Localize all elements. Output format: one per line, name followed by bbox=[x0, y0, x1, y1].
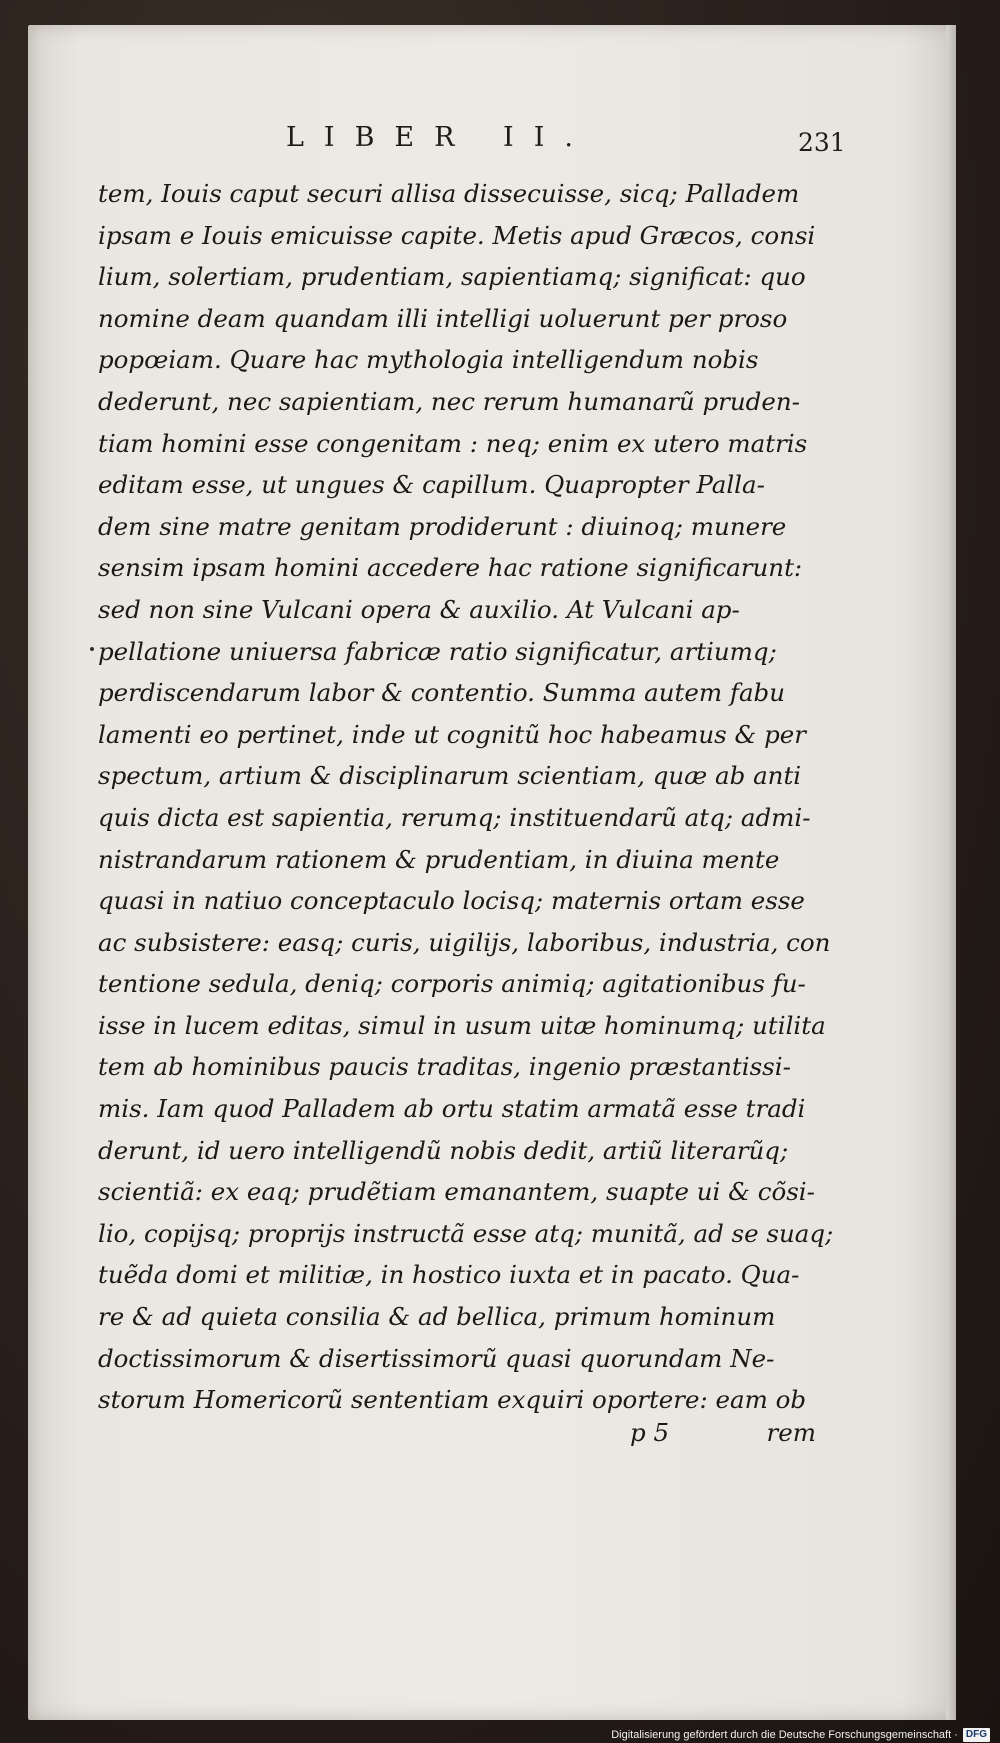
signature-mark: p 5 bbox=[630, 1418, 670, 1447]
catchword: rem bbox=[766, 1418, 816, 1447]
text-line: tentione sedula, deniq; corporis animiq; agitationibus fu- bbox=[98, 969, 806, 999]
text-line: re & ad quieta consilia & ad bellica, primum hominum bbox=[98, 1302, 776, 1332]
text-line: nistrandarum rationem & prudentiam, in diuina mente bbox=[98, 844, 780, 874]
text-line: sensim ipsam homini accedere hac ratione significarunt: bbox=[98, 553, 803, 583]
text-line: ipsam e Iouis emicuisse capite. Metis apud Græcos, consi bbox=[98, 220, 816, 250]
text-line: quis dicta est sapientia, rerumq; instituendarũ atq; admi- bbox=[98, 802, 811, 832]
text-line: lio, copijsq; proprijs instructã esse atq; munitã, ad se suaq; bbox=[98, 1218, 834, 1248]
body-text bbox=[98, 173, 834, 1421]
running-head: LIBER II. bbox=[286, 122, 593, 153]
text-line: nomine deam quandam illi intelligi uoluerunt per proso bbox=[98, 303, 788, 333]
text-line: lium, solertiam, prudentiam, sapientiamq; significat: quo bbox=[98, 262, 806, 292]
text-line: tuẽda domi et militiæ, in hostico iuxta et in pacato. Qua- bbox=[98, 1260, 800, 1290]
text-line: tem ab hominibus paucis traditas, ingenio præstantissi- bbox=[98, 1052, 791, 1082]
page-number: 231 bbox=[798, 128, 846, 157]
text-line: popœiam. Quare hac mythologia intelligendum nobis bbox=[98, 345, 759, 375]
text-line: pellatione uniuersa fabricæ ratio significatur, artiumq; bbox=[98, 636, 777, 666]
text-line: spectum, artium & disciplinarum scientiam, quæ ab anti bbox=[98, 761, 802, 791]
text-line: lamenti eo pertinet, inde ut cognitũ hoc habeamus & per bbox=[98, 719, 806, 749]
text-line: perdiscendarum labor & contentio. Summa autem fabu bbox=[98, 678, 786, 708]
book-page bbox=[28, 25, 956, 1720]
text-line: mis. Iam quod Palladem ab ortu statim armatã esse tradi bbox=[98, 1094, 806, 1124]
text-line: quasi in natiuo conceptaculo locisq; maternis ortam esse bbox=[98, 886, 805, 916]
text-line: sed non sine Vulcani opera & auxilio. At Vulcani ap- bbox=[98, 594, 740, 624]
text-line: tem, Iouis caput securi allisa dissecuisse, sicq; Palladem bbox=[98, 179, 800, 208]
text-line: tiam homini esse congenitam : neq; enim ex utero matris bbox=[98, 428, 808, 458]
text-line: dem sine matre genitam prodiderunt : diuinoq; munere bbox=[98, 511, 787, 541]
dfg-logo: DFG bbox=[963, 1728, 990, 1742]
text-line: isse in lucem editas, simul in usum uitæ hominumq; utilita bbox=[98, 1010, 826, 1040]
text-line: doctissimorum & disertissimorũ quasi quorundam Ne- bbox=[98, 1343, 775, 1373]
text-line: editam esse, ut ungues & capillum. Quapropter Palla- bbox=[98, 470, 765, 500]
digitization-credit bbox=[611, 1728, 990, 1742]
margin-ink-mark bbox=[90, 647, 94, 651]
text-line: dederunt, nec sapientiam, nec rerum humanarũ pruden- bbox=[98, 386, 800, 416]
text-line: derunt, id uero intelligendũ nobis dedit, artiũ literarũq; bbox=[98, 1135, 789, 1165]
text-line: scientiã: ex eaq; prudẽtiam emanantem, suapte ui & cõsi- bbox=[98, 1177, 815, 1207]
page-footer bbox=[98, 1418, 818, 1458]
text-line: storum Homericorũ sententiam exquiri oportere: eam ob bbox=[98, 1385, 807, 1415]
text-line: ac subsistere: easq; curis, uigilijs, laboribus, industria, con bbox=[98, 927, 831, 957]
credit-text: Digitalisierung gefördert durch die Deutsche Forschungsgemeinschaft · bbox=[611, 1729, 958, 1741]
page-fore-edge bbox=[946, 25, 956, 1720]
